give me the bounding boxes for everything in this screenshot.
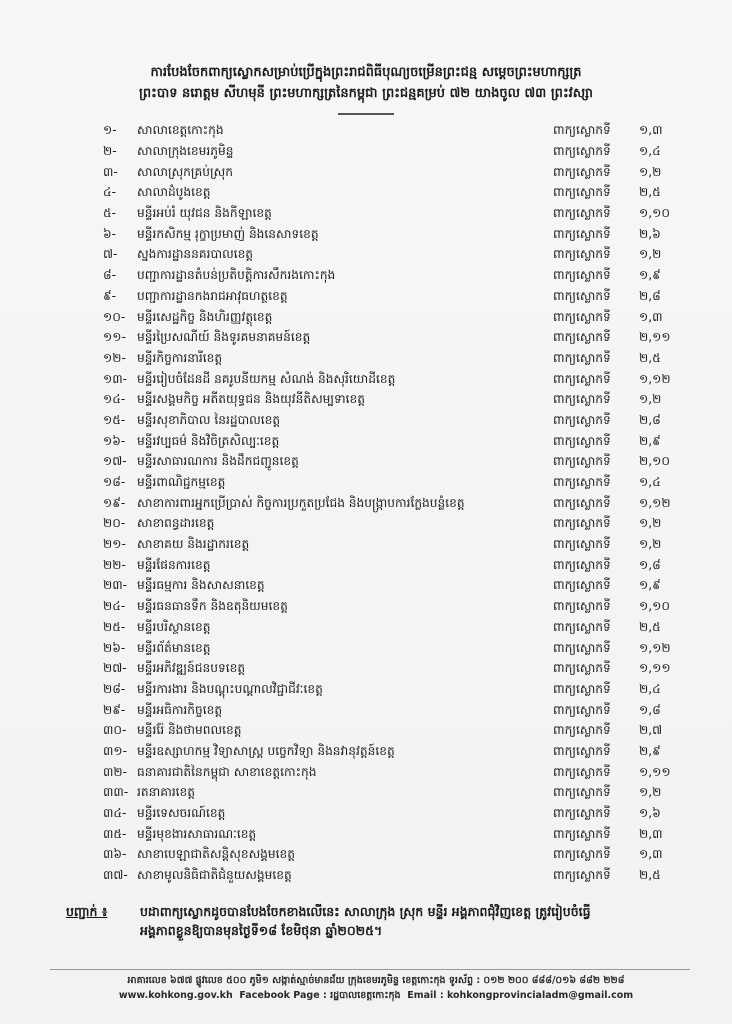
item-slogan-numbers: ១,២ [639, 785, 662, 800]
item-slogan-label: ពាក្យស្លោកទី [553, 743, 611, 758]
item-name: មន្ទីរមុខងារសាធារណៈខេត្ត [137, 826, 257, 841]
list-item [103, 204, 683, 225]
item-slogan-numbers: ១,១២ [639, 495, 671, 510]
list-item [103, 555, 683, 576]
item-slogan-numbers: ១,២ [639, 164, 662, 179]
item-slogan-numbers: ១,២ [639, 537, 662, 552]
list-item [103, 493, 683, 514]
list-item [103, 804, 683, 825]
item-slogan-numbers: ១,៣ [639, 847, 663, 862]
item-slogan-label: ពាក្យស្លោកទី [553, 619, 611, 634]
item-name: មន្ទីរការងារ និងបណ្តុះបណ្តាលវិជ្ជាជីវៈខេត្ត [137, 681, 323, 696]
item-slogan-label: ពាក្យស្លោកទី [553, 309, 611, 324]
list-item [103, 659, 683, 680]
item-number: ៩- [103, 288, 117, 303]
item-name: មន្ទីររ៉ែ និងថាមពលខេត្ត [137, 723, 242, 738]
document-title [70, 62, 662, 104]
item-slogan-label: ពាក្យស្លោកទី [553, 206, 611, 221]
item-name: មន្ទីរបរិស្ថានខេត្ត [137, 619, 211, 634]
item-slogan-numbers: ២,៦ [639, 226, 661, 241]
item-slogan-numbers: ២,៥ [639, 185, 661, 200]
item-name: បញ្ជាការដ្ឋានកងរាជអាវុធហត្ថខេត្ត [137, 288, 288, 303]
item-slogan-label: ពាក្យស្លោកទី [553, 330, 611, 345]
item-slogan-label: ពាក្យស្លោកទី [553, 392, 611, 407]
item-name: មន្ទីរសុខាភិបាល នៃរដ្ឋបាលខេត្ត [137, 412, 281, 427]
item-slogan-numbers: ២,៥ [639, 350, 661, 365]
item-slogan-label: ពាក្យស្លោកទី [553, 454, 611, 469]
list-item [103, 245, 683, 266]
item-number: ១៥- [103, 412, 126, 427]
item-name: មន្ទីរអប់រំ យុវជន និងកីឡាខេត្ត [137, 206, 272, 221]
item-name: សាលាដំបូងខេត្ត [137, 185, 211, 200]
item-slogan-numbers: ២,៧ [639, 723, 663, 738]
list-item [103, 349, 683, 370]
item-slogan-label: ពាក្យស្លោកទី [553, 516, 611, 531]
item-slogan-label: ពាក្យស្លោកទី [553, 288, 611, 303]
list-item [103, 224, 683, 245]
footer-address: អាគារលេខ ៦៧៧ ផ្លូវលេខ ៥០០ ភូមិ១ សង្កាត់ស្មាច់មានជ័យ ក្រុងខេមរភូមិន្ទ ខេត្តកោះកុង ទូរស័ព្ទ : ០១២ ២០០ ៨៨៨/០១៦ ៨៨២ ២២៨ [127, 975, 625, 986]
item-slogan-numbers: ២,១០ [639, 454, 670, 469]
item-slogan-label: ពាក្យស្លោកទី [553, 537, 611, 552]
item-slogan-label: ពាក្យស្លោកទី [553, 640, 611, 655]
item-number: ២៥- [103, 619, 126, 634]
item-number: ២៩- [103, 702, 126, 717]
list-item [103, 866, 683, 887]
item-name: សាខាពន្ធដារខេត្ត [137, 516, 215, 531]
list-item [103, 700, 683, 721]
item-name: មន្ទីរពាណិជ្ជកម្មខេត្ត [137, 475, 226, 490]
item-name: មន្ទីរកិច្ចការនារីខេត្ត [137, 350, 223, 365]
note-section [66, 902, 686, 940]
item-number: ៦- [103, 226, 117, 241]
list-item [103, 266, 683, 287]
item-number: ២៣- [103, 578, 128, 593]
item-slogan-label: ពាក្យស្លោកទី [553, 578, 611, 593]
item-slogan-numbers: ២,៥ [639, 868, 661, 883]
item-name: មន្ទីរប្រៃសណីយ៍ និងទូរគមនាគមន៍ខេត្ត [137, 330, 311, 345]
footer [60, 973, 692, 1003]
list-item [103, 597, 683, 618]
item-slogan-label: ពាក្យស្លោកទី [553, 185, 611, 200]
item-number: ១៦- [103, 433, 126, 448]
item-number: ១០- [103, 309, 126, 324]
list-item [103, 576, 683, 597]
item-slogan-numbers: ១,៤ [639, 475, 661, 490]
item-slogan-numbers: ១,៣ [639, 123, 663, 138]
list-item [103, 845, 683, 866]
item-slogan-numbers: ១,៩ [639, 268, 661, 283]
item-slogan-label: ពាក្យស្លោកទី [553, 371, 611, 386]
item-slogan-numbers: ១,២ [639, 516, 662, 531]
item-number: ៤- [103, 185, 117, 200]
list-item [103, 183, 683, 204]
item-slogan-numbers: ២,៩ [639, 433, 661, 448]
item-number: ៣- [103, 164, 118, 179]
list-item [103, 411, 683, 432]
list-item [103, 762, 683, 783]
note-line-2: អង្គភាពខ្លួនឱ្យបានមុនថ្ងៃទី១៨ ខែមិថុនា ឆ្នាំ២០២៥។ [140, 923, 383, 938]
item-slogan-numbers: ២,៤ [639, 681, 661, 696]
item-number: ២០- [103, 516, 126, 531]
item-name: មន្ទីរឧស្សាហកម្ម វិទ្យាសាស្ត្រ បច្ចេកវិទ្យា និងនវានុវត្តន៍ខេត្ត [137, 743, 395, 758]
item-slogan-label: ពាក្យស្លោកទី [553, 847, 611, 862]
list-item [103, 514, 683, 535]
item-slogan-numbers: ១,១១ [639, 764, 671, 779]
list-item [103, 390, 683, 411]
list-item [103, 452, 683, 473]
list-item [103, 783, 683, 804]
item-number: ១៩- [103, 495, 126, 510]
item-name: សាលាក្រុងខេមរភូមិន្ទ [137, 144, 234, 159]
list-item [103, 431, 683, 452]
item-slogan-label: ពាក្យស្លោកទី [553, 475, 611, 490]
item-slogan-numbers: ២,៨ [639, 412, 661, 427]
footer-email-value[interactable]: kohkongprovincialadm@gmail.com [446, 990, 634, 1001]
title-line-2: ព្រះបាទ នរោត្តម សីហមុនី ព្រះមហាក្សត្រនៃកម្ពុជា ព្រះជន្មគម្រប់ ៧២ យាងចូល ៧៣ ព្រះវស្សា [139, 86, 593, 101]
list-item [103, 473, 683, 494]
title-divider [338, 113, 394, 115]
item-name: មន្ទីរផែនការខេត្ត [137, 557, 211, 572]
item-number: ២២- [103, 557, 126, 572]
item-name: មន្ទីររៀបចំដែនដី នគរូបនីយកម្ម សំណង់ និងសុរិយោដីខេត្ត [137, 371, 396, 386]
list-item [103, 121, 683, 142]
list-item [103, 680, 683, 701]
item-name: ស្នងការដ្ឋាននគរបាលខេត្ត [137, 247, 254, 262]
item-number: ១៣- [103, 371, 128, 386]
item-name: សាខាគយ និងរដ្ឋាករខេត្ត [137, 537, 250, 552]
list-item [103, 328, 683, 349]
item-slogan-label: ពាក្យស្លោកទី [553, 764, 611, 779]
item-name: សាលាស្រុកគ្រប់ស្រុក [137, 164, 233, 179]
item-name: សាខាបេឡាជាតិសន្តិសុខសង្គមខេត្ត [137, 847, 295, 862]
title-line-1: ការបែងចែកពាក្យស្លោកសម្រាប់ប្រើក្នុងព្រះរាជពិធីបុណ្យចម្រើនព្រះជន្ម សម្តេចព្រះមហាក្សត្រ [150, 65, 582, 80]
item-slogan-label: ពាក្យស្លោកទី [553, 268, 611, 283]
item-slogan-label: ពាក្យស្លោកទី [553, 495, 611, 510]
list-item [103, 721, 683, 742]
item-slogan-numbers: ២,៨ [639, 288, 661, 303]
item-slogan-numbers: ១,១២ [639, 371, 671, 386]
list-item [103, 824, 683, 845]
list-item [103, 535, 683, 556]
item-slogan-numbers: ១,១១ [639, 661, 671, 676]
item-name: មន្ទីរសង្គមកិច្ច អតីតយុទ្ធជន និងយុវនីតិសម្បទាខេត្ត [137, 392, 365, 407]
item-slogan-label: ពាក្យស្លោកទី [553, 702, 611, 717]
item-name: មន្ទីរអភិវឌ្ឍន៍ជនបទខេត្ត [137, 661, 246, 676]
item-slogan-numbers: ១,១០ [639, 206, 670, 221]
item-number: ១៧- [103, 454, 127, 469]
item-slogan-numbers: ១,៣ [639, 309, 663, 324]
item-number: ២៨- [103, 681, 126, 696]
item-name: មន្ទីរធម្មការ និងសាសនាខេត្ត [137, 578, 265, 593]
item-number: ២៧- [103, 661, 127, 676]
item-name: បញ្ជាការដ្ឋានតំបន់ប្រតិបត្តិការសឹករងកោះកុង [137, 268, 336, 283]
item-name: សាខាការពារអ្នកប្រើប្រាស់ កិច្ចការប្រកួតប្រជែង និងបង្ក្រាបការក្លែងបន្លំខេត្ត [137, 495, 465, 510]
list-item [103, 307, 683, 328]
item-name: សាខាមូលនិធិជាតិជំនួយសង្គមខេត្ត [137, 868, 292, 883]
item-number: ៣៤- [103, 806, 127, 821]
item-slogan-label: ពាក្យស្លោកទី [553, 350, 611, 365]
item-number: ២- [103, 144, 117, 159]
item-slogan-label: ពាក្យស្លោកទី [553, 681, 611, 696]
footer-contacts [60, 988, 692, 1003]
item-slogan-numbers: ២,១១ [639, 330, 671, 345]
item-number: ១- [103, 123, 117, 138]
item-slogan-label: ពាក្យស្លោកទី [553, 723, 611, 738]
item-slogan-numbers: ២,៥ [639, 619, 661, 634]
item-slogan-numbers: ១,៩ [639, 578, 661, 593]
item-number: ១១- [103, 330, 126, 345]
note-line-1: បដាពាក្យស្លោកដូចបានបែងចែកខាងលើនេះ សាលាក្រុង ស្រុក មន្ទីរ អង្គភាពជុំវិញខេត្ត ត្រូវរៀបចំធ្វើ [140, 904, 591, 919]
item-name: ធនាគារជាតិនៃកម្ពុជា សាខាខេត្តកោះកុង [137, 764, 317, 779]
list-item [103, 142, 683, 163]
list-item [103, 618, 683, 639]
item-number: ១៤- [103, 392, 126, 407]
item-slogan-label: ពាក្យស្លោកទី [553, 412, 611, 427]
item-number: ២៤- [103, 599, 126, 614]
footer-website[interactable]: www.kohkong.gov.kh [118, 990, 233, 1001]
item-number: ១៨- [103, 475, 126, 490]
item-slogan-label: ពាក្យស្លោកទី [553, 433, 611, 448]
item-slogan-label: ពាក្យស្លោកទី [553, 661, 611, 676]
footer-divider [50, 969, 690, 970]
item-slogan-label: ពាក្យស្លោកទី [553, 164, 611, 179]
item-number: ៥- [103, 206, 117, 221]
item-name: មន្ទីរព័ត៌មានខេត្ត [137, 640, 211, 655]
item-slogan-numbers: ១,៦ [639, 806, 661, 821]
item-slogan-label: ពាក្យស្លោកទី [553, 826, 611, 841]
item-number: ៣៥- [103, 826, 127, 841]
item-number: ៣១- [103, 743, 128, 758]
item-slogan-numbers: ១,១០ [639, 599, 670, 614]
item-name: មន្ទីរកសិកម្ម រុក្ខាប្រមាញ់ និងនេសាទខេត្ត [137, 226, 319, 241]
item-name: មន្ទីរសេដ្ឋកិច្ច និងហិរញ្ញវត្ថុខេត្ត [137, 309, 273, 324]
item-slogan-numbers: ១,៤ [639, 144, 661, 159]
item-slogan-label: ពាក្យស្លោកទី [553, 806, 611, 821]
item-slogan-label: ពាក្យស្លោកទី [553, 226, 611, 241]
item-name: មន្ទីរវប្បធម៌ និងវិចិត្រសិល្បៈខេត្ត [137, 433, 280, 448]
footer-facebook-value: រដ្ឋបាលខេត្តកោះកុង [330, 990, 401, 1001]
item-slogan-numbers: ២,៣ [639, 826, 663, 841]
item-slogan-label: ពាក្យស្លោកទី [553, 557, 611, 572]
list-item [103, 742, 683, 763]
list-item [103, 638, 683, 659]
item-slogan-label: ពាក្យស្លោកទី [553, 785, 611, 800]
item-slogan-label: ពាក្យស្លោកទី [553, 144, 611, 159]
item-slogan-label: ពាក្យស្លោកទី [553, 599, 611, 614]
item-number: ៣០- [103, 723, 127, 738]
item-name: មន្ទីរទេសចរណ៍ខេត្ត [137, 806, 226, 821]
list-item [103, 287, 683, 308]
item-number: ៨- [103, 268, 117, 283]
item-slogan-label: ពាក្យស្លោកទី [553, 123, 611, 138]
item-number: ១២- [103, 350, 126, 365]
item-name: សាលាខេត្តកោះកុង [137, 123, 224, 138]
item-number: ៣៧- [103, 868, 128, 883]
footer-email-label: Email : [407, 990, 444, 1001]
item-number: ៣៦- [103, 847, 127, 862]
item-slogan-label: ពាក្យស្លោកទី [553, 868, 611, 883]
list-item [103, 369, 683, 390]
item-name: មន្ទីរអធិការកិច្ចខេត្ត [137, 702, 223, 717]
item-slogan-label: ពាក្យស្លោកទី [553, 247, 611, 262]
item-slogan-numbers: ១,១២ [639, 640, 671, 655]
item-name: មន្ទីរធនធានទឹក និងឧតុនិយមខេត្ត [137, 599, 288, 614]
footer-facebook-label: Facebook Page : [239, 990, 327, 1001]
item-number: ៣៣- [103, 785, 129, 800]
item-slogan-numbers: ១,២ [639, 247, 662, 262]
item-number: ៣២- [103, 764, 128, 779]
slogan-assignment-list [103, 121, 683, 886]
list-item [103, 162, 683, 183]
item-number: ២១- [103, 537, 126, 552]
item-slogan-numbers: ២,៩ [639, 743, 661, 758]
item-name: មន្ទីរសាធារណការ និងដឹកជញ្ជូនខេត្ត [137, 454, 299, 469]
item-name: រតនាគារខេត្ត [137, 785, 196, 800]
note-label: បញ្ជាក់ ៖ [66, 904, 108, 919]
item-slogan-numbers: ១,៨ [639, 557, 661, 572]
item-number: ២៦- [103, 640, 126, 655]
item-slogan-numbers: ១,៨ [639, 702, 661, 717]
item-number: ៧- [103, 247, 118, 262]
item-slogan-numbers: ១,២ [639, 392, 662, 407]
